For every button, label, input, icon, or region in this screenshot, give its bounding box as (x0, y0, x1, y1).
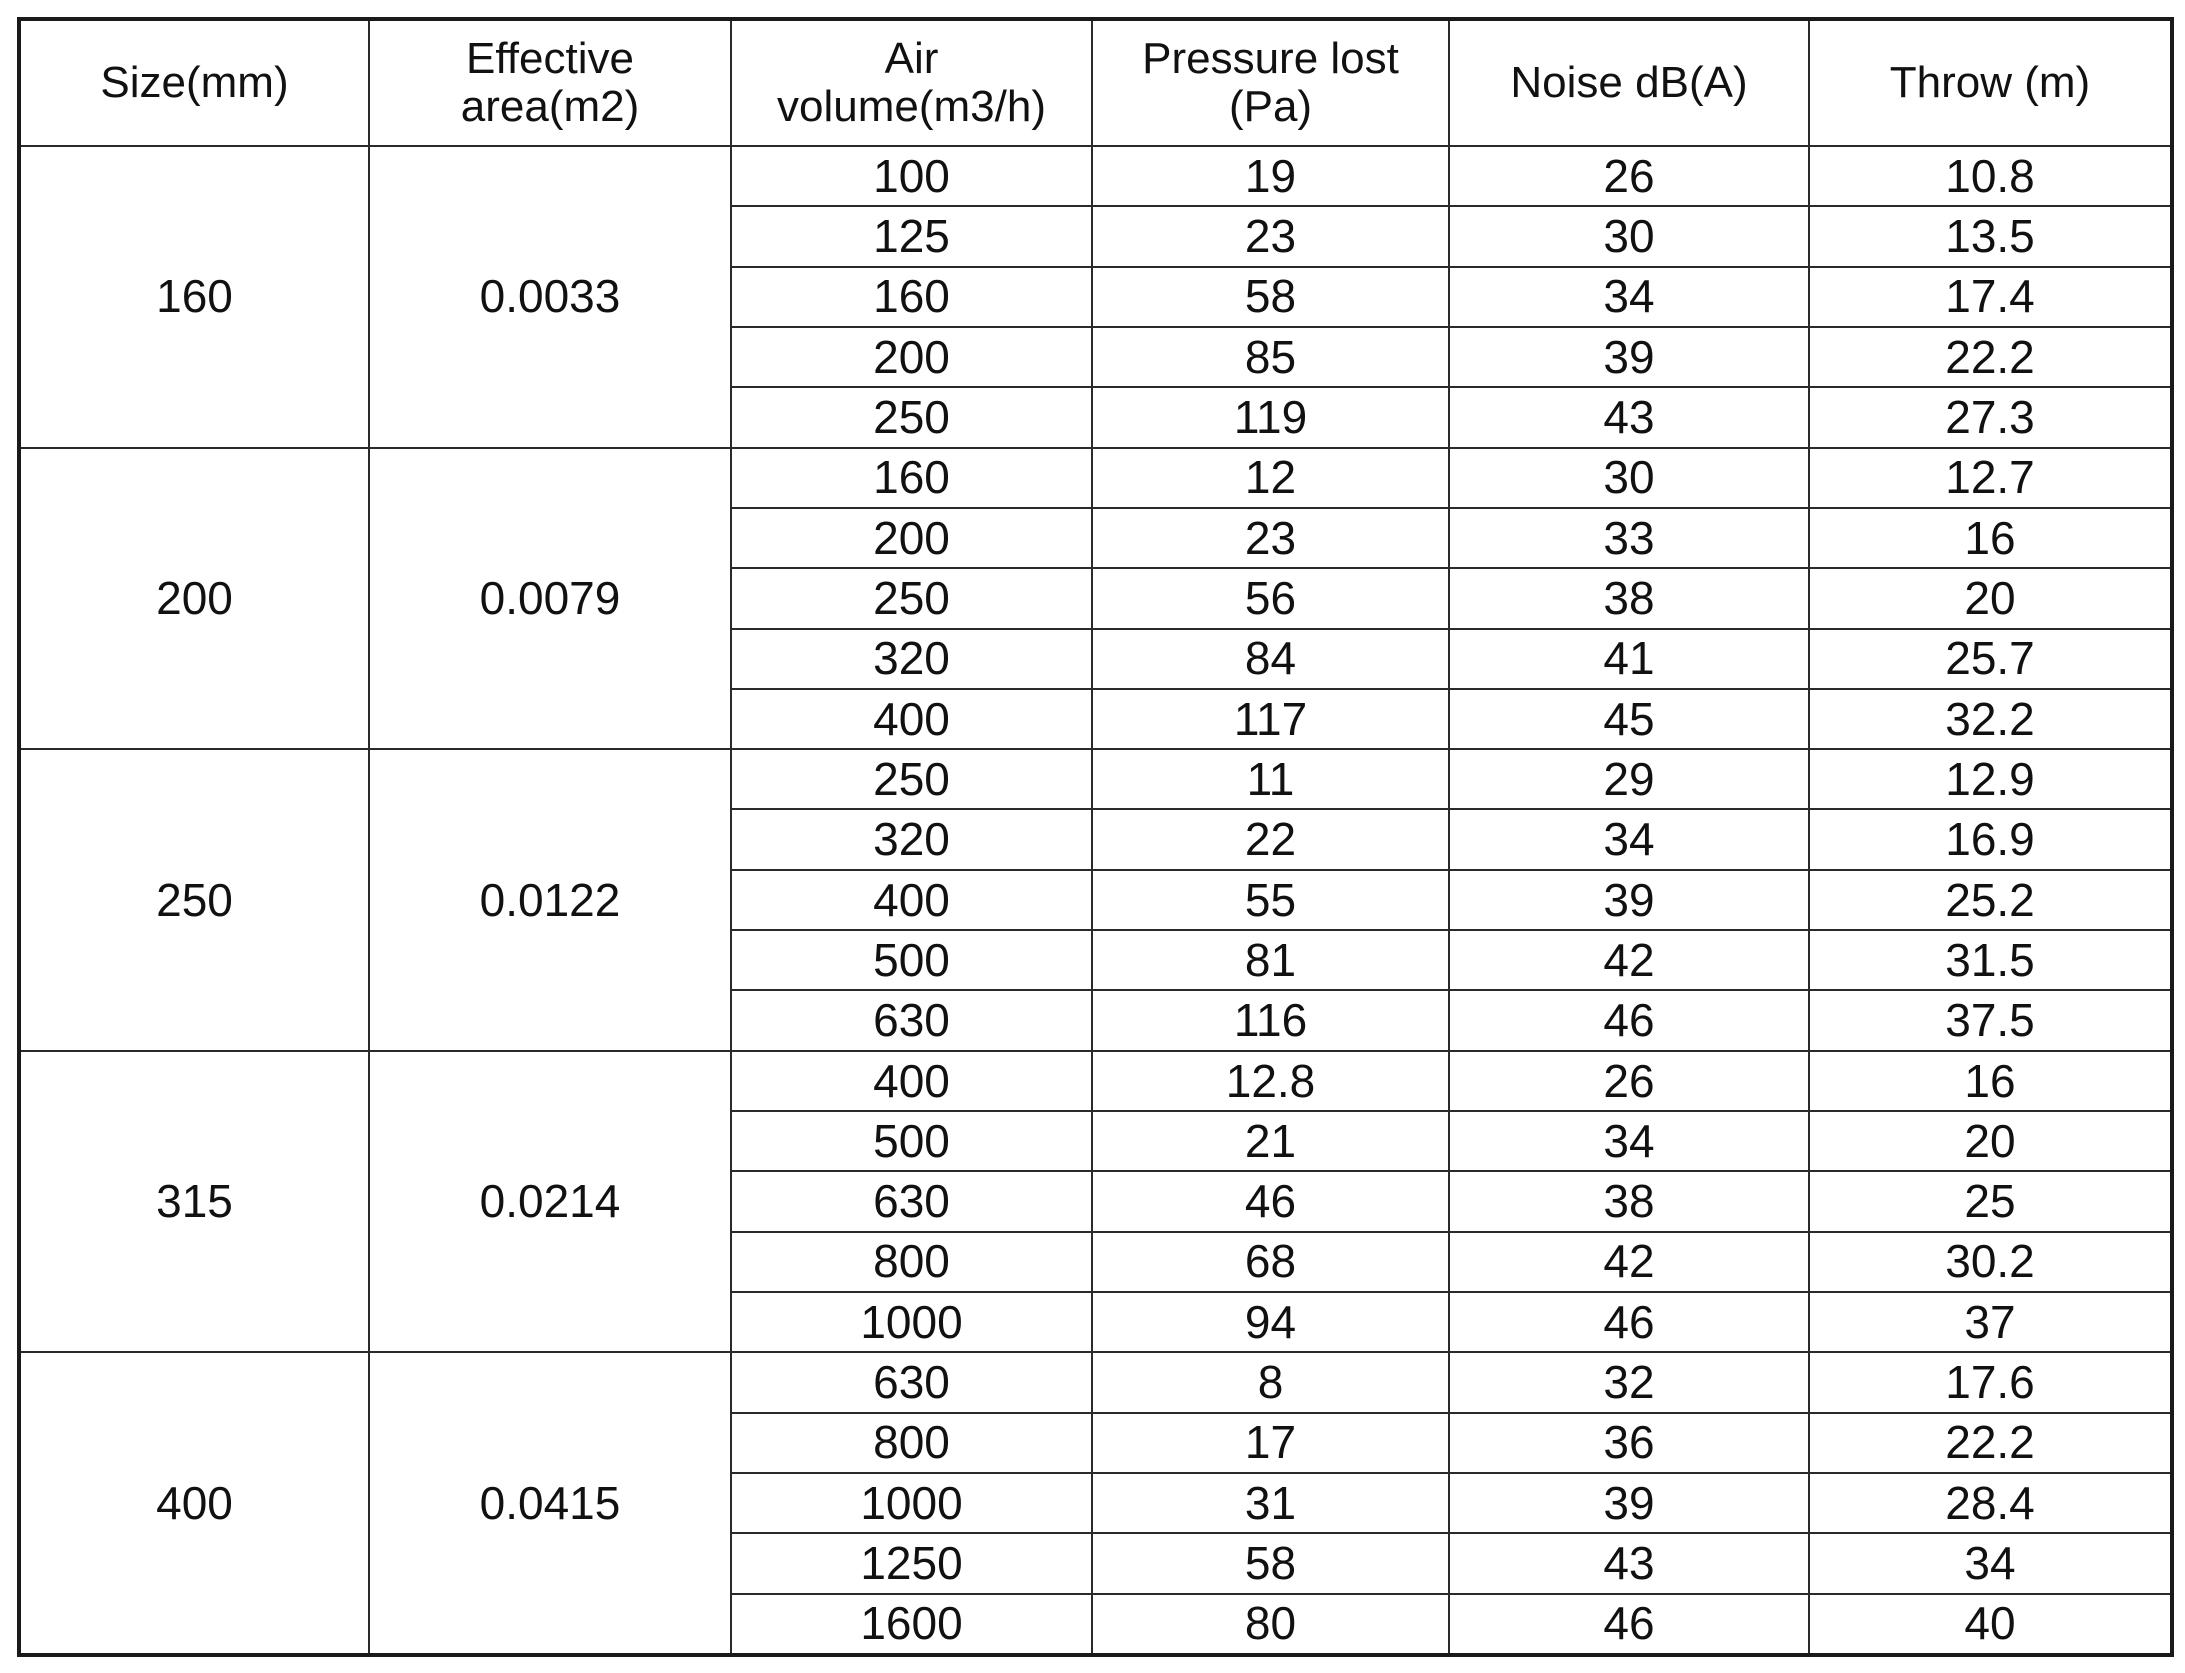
noise-cell: 42 (1449, 1232, 1809, 1292)
pressure-lost-cell: 23 (1092, 206, 1449, 266)
noise-cell: 36 (1449, 1413, 1809, 1473)
header-size: Size(mm) (19, 19, 369, 146)
noise-cell: 29 (1449, 749, 1809, 809)
table-row (19, 448, 2172, 508)
throw-cell: 16.9 (1809, 809, 2172, 869)
noise-cell: 46 (1449, 990, 1809, 1050)
air-volume-cell: 160 (731, 448, 1092, 508)
air-volume-cell: 200 (731, 508, 1092, 568)
throw-cell: 13.5 (1809, 206, 2172, 266)
effective-area-cell: 0.0122 (369, 749, 731, 1051)
air-volume-cell: 400 (731, 870, 1092, 930)
noise-cell: 39 (1449, 1473, 1809, 1533)
noise-cell: 34 (1449, 267, 1809, 327)
throw-cell: 27.3 (1809, 387, 2172, 447)
throw-cell: 10.8 (1809, 146, 2172, 206)
pressure-lost-cell: 11 (1092, 749, 1449, 809)
header-air-volume: Air volume(m3/h) (731, 19, 1092, 146)
air-volume-cell: 250 (731, 387, 1092, 447)
table-row (19, 749, 2172, 809)
noise-cell: 39 (1449, 327, 1809, 387)
pressure-lost-cell: 119 (1092, 387, 1449, 447)
air-volume-cell: 100 (731, 146, 1092, 206)
noise-cell: 34 (1449, 1111, 1809, 1171)
effective-area-cell: 0.0079 (369, 448, 731, 750)
throw-cell: 20 (1809, 568, 2172, 628)
pressure-lost-cell: 81 (1092, 930, 1449, 990)
noise-cell: 38 (1449, 1171, 1809, 1231)
size-cell: 200 (19, 448, 369, 750)
throw-cell: 25 (1809, 1171, 2172, 1231)
throw-cell: 28.4 (1809, 1473, 2172, 1533)
pressure-lost-cell: 22 (1092, 809, 1449, 869)
pressure-lost-cell: 19 (1092, 146, 1449, 206)
noise-cell: 43 (1449, 1533, 1809, 1593)
air-volume-cell: 1250 (731, 1533, 1092, 1593)
header-pressure-lost: Pressure lost (Pa) (1092, 19, 1449, 146)
throw-cell: 37.5 (1809, 990, 2172, 1050)
size-cell: 160 (19, 146, 369, 448)
air-volume-cell: 630 (731, 990, 1092, 1050)
header-throw: Throw (m) (1809, 19, 2172, 146)
air-volume-cell: 125 (731, 206, 1092, 266)
throw-cell: 12.9 (1809, 749, 2172, 809)
throw-cell: 37 (1809, 1292, 2172, 1352)
pressure-lost-cell: 84 (1092, 629, 1449, 689)
pressure-lost-cell: 68 (1092, 1232, 1449, 1292)
pressure-lost-cell: 85 (1092, 327, 1449, 387)
air-volume-cell: 630 (731, 1171, 1092, 1231)
air-volume-cell: 400 (731, 1051, 1092, 1111)
size-cell: 315 (19, 1051, 369, 1353)
noise-cell: 34 (1449, 809, 1809, 869)
throw-cell: 25.2 (1809, 870, 2172, 930)
throw-cell: 20 (1809, 1111, 2172, 1171)
throw-cell: 40 (1809, 1594, 2172, 1656)
noise-cell: 30 (1449, 448, 1809, 508)
noise-cell: 41 (1449, 629, 1809, 689)
noise-cell: 46 (1449, 1594, 1809, 1656)
air-volume-cell: 500 (731, 1111, 1092, 1171)
throw-cell: 22.2 (1809, 327, 2172, 387)
effective-area-cell: 0.0415 (369, 1352, 731, 1655)
air-volume-cell: 1600 (731, 1594, 1092, 1656)
table-body (19, 146, 2172, 1655)
pressure-lost-cell: 116 (1092, 990, 1449, 1050)
throw-cell: 17.4 (1809, 267, 2172, 327)
pressure-lost-cell: 58 (1092, 267, 1449, 327)
air-volume-cell: 400 (731, 689, 1092, 749)
air-volume-cell: 800 (731, 1413, 1092, 1473)
air-volume-cell: 320 (731, 629, 1092, 689)
pressure-lost-cell: 12 (1092, 448, 1449, 508)
noise-cell: 42 (1449, 930, 1809, 990)
pressure-lost-cell: 12.8 (1092, 1051, 1449, 1111)
noise-cell: 43 (1449, 387, 1809, 447)
pressure-lost-cell: 21 (1092, 1111, 1449, 1171)
throw-cell: 12.7 (1809, 448, 2172, 508)
pressure-lost-cell: 31 (1092, 1473, 1449, 1533)
pressure-lost-cell: 56 (1092, 568, 1449, 628)
air-volume-cell: 630 (731, 1352, 1092, 1412)
header-effective-area: Effective area(m2) (369, 19, 731, 146)
throw-cell: 16 (1809, 508, 2172, 568)
header-row (19, 19, 2172, 146)
air-volume-cell: 800 (731, 1232, 1092, 1292)
table-row (19, 1051, 2172, 1111)
table-row (19, 146, 2172, 206)
size-cell: 250 (19, 749, 369, 1051)
noise-cell: 30 (1449, 206, 1809, 266)
noise-cell: 32 (1449, 1352, 1809, 1412)
air-volume-cell: 500 (731, 930, 1092, 990)
air-volume-cell: 160 (731, 267, 1092, 327)
table-header (19, 19, 2172, 146)
pressure-lost-cell: 58 (1092, 1533, 1449, 1593)
header-noise: Noise dB(A) (1449, 19, 1809, 146)
noise-cell: 26 (1449, 146, 1809, 206)
throw-cell: 25.7 (1809, 629, 2172, 689)
throw-cell: 30.2 (1809, 1232, 2172, 1292)
size-cell: 400 (19, 1352, 369, 1655)
air-volume-cell: 1000 (731, 1473, 1092, 1533)
noise-cell: 33 (1449, 508, 1809, 568)
air-volume-cell: 320 (731, 809, 1092, 869)
throw-cell: 16 (1809, 1051, 2172, 1111)
throw-cell: 22.2 (1809, 1413, 2172, 1473)
air-volume-cell: 1000 (731, 1292, 1092, 1352)
throw-cell: 32.2 (1809, 689, 2172, 749)
pressure-lost-cell: 94 (1092, 1292, 1449, 1352)
throw-cell: 17.6 (1809, 1352, 2172, 1412)
pressure-lost-cell: 23 (1092, 508, 1449, 568)
pressure-lost-cell: 80 (1092, 1594, 1449, 1656)
noise-cell: 45 (1449, 689, 1809, 749)
pressure-lost-cell: 117 (1092, 689, 1449, 749)
throw-cell: 31.5 (1809, 930, 2172, 990)
noise-cell: 26 (1449, 1051, 1809, 1111)
air-volume-cell: 200 (731, 327, 1092, 387)
pressure-lost-cell: 55 (1092, 870, 1449, 930)
effective-area-cell: 0.0214 (369, 1051, 731, 1353)
pressure-lost-cell: 46 (1092, 1171, 1449, 1231)
throw-cell: 34 (1809, 1533, 2172, 1593)
pressure-lost-cell: 17 (1092, 1413, 1449, 1473)
noise-cell: 38 (1449, 568, 1809, 628)
air-volume-cell: 250 (731, 749, 1092, 809)
table-row (19, 1352, 2172, 1412)
pressure-lost-cell: 8 (1092, 1352, 1449, 1412)
air-volume-cell: 250 (731, 568, 1092, 628)
noise-cell: 39 (1449, 870, 1809, 930)
effective-area-cell: 0.0033 (369, 146, 731, 448)
noise-cell: 46 (1449, 1292, 1809, 1352)
spec-table (17, 17, 2174, 1657)
